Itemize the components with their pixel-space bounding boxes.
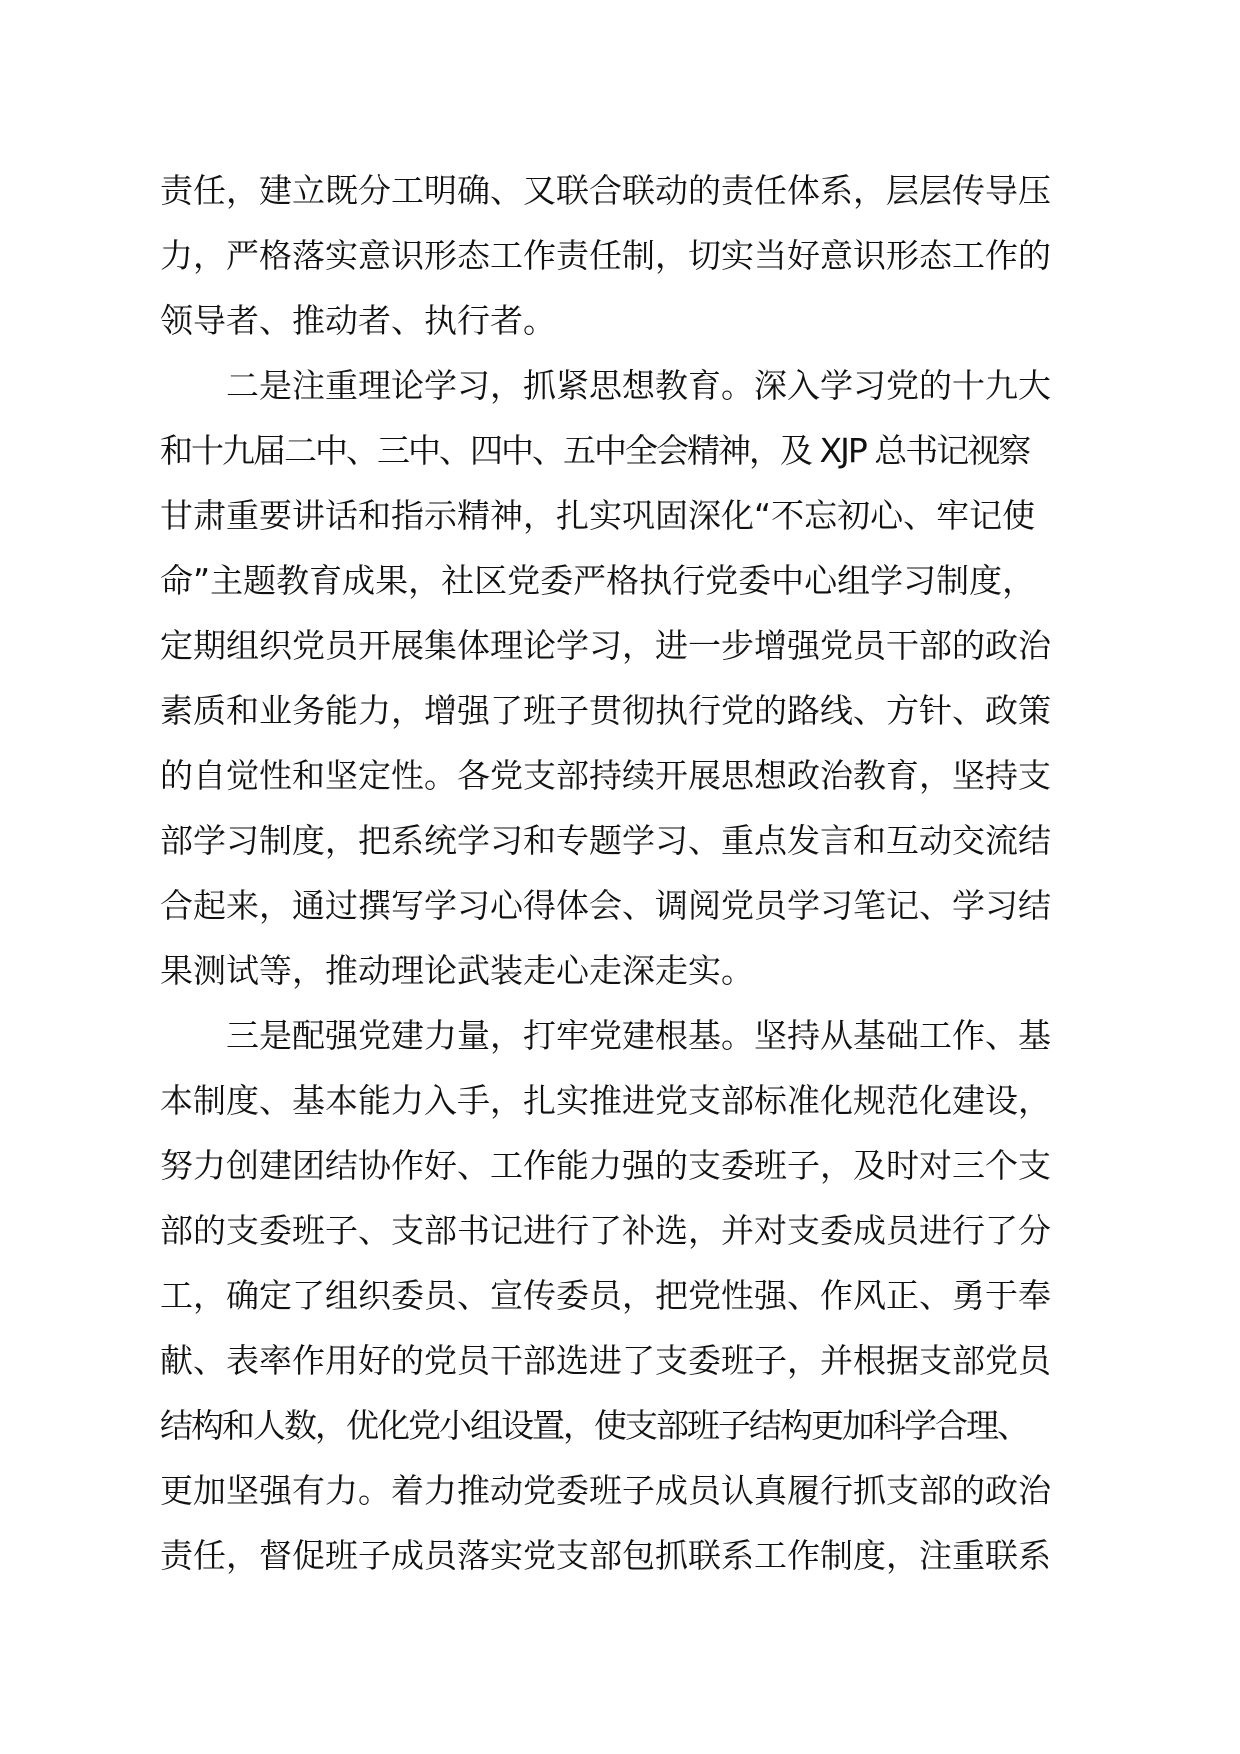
text-line: 结构和人数，优化党小组设置，使支部班子结构更加科学合理、: [160, 1406, 1028, 1445]
document-page: [160, 158, 1100, 1588]
text-line: 工，确定了组织委员、宣传委员，把党性强、作风正、勇于奉: [160, 1276, 1051, 1315]
text-line: 甘肃重要讲话和指示精神，扎实巩固深化“不忘初心、牢记使: [160, 496, 1036, 535]
paragraph-continuation: [160, 158, 1100, 353]
text-line: 果测试等，推动理论武装走心走深走实。: [160, 951, 754, 990]
text-line: 合起来，通过撰写学习心得体会、调阅党员学习笔记、学习结: [160, 886, 1051, 925]
text-line: 部学习制度，把系统学习和专题学习、重点发言和互动交流结: [160, 821, 1051, 860]
text-line: 努力创建团结协作好、工作能力强的支委班子，及时对三个支: [160, 1146, 1051, 1185]
text-line: 素质和业务能力，增强了班子贯彻执行党的路线、方针、政策: [160, 691, 1051, 730]
text-line: 的自觉性和坚定性。各党支部持续开展思想政治教育，坚持支: [160, 756, 1051, 795]
text-line: 定期组织党员开展集体理论学习，进一步增强党员干部的政治: [160, 626, 1051, 665]
paragraph-theory-study: [160, 353, 1100, 1003]
text-line: 领导者、推动者、执行者。: [160, 301, 556, 340]
text-line: 命”主题教育成果，社区党委严格执行党委中心组学习制度，: [160, 561, 1036, 600]
text-line: 二是注重理论学习，抓紧思想教育。深入学习党的十九大: [226, 366, 1051, 405]
text-line: 献、表率作用好的党员干部选进了支委班子，并根据支部党员: [160, 1341, 1051, 1380]
text-line: 责任，督促班子成员落实党支部包抓联系工作制度，注重联系: [160, 1536, 1051, 1575]
text-line: 部的支委班子、支部书记进行了补选，并对支委成员进行了分: [160, 1211, 1051, 1250]
text-line: 本制度、基本能力入手，扎实推进党支部标准化规范化建设，: [160, 1081, 1051, 1120]
text-line: 责任，建立既分工明确、又联合联动的责任体系，层层传导压: [160, 171, 1051, 210]
text-line: 三是配强党建力量，打牢党建根基。坚持从基础工作、基: [226, 1016, 1051, 1055]
text-line: 更加坚强有力。着力推动党委班子成员认真履行抓支部的政治: [160, 1471, 1051, 1510]
paragraph-party-building: [160, 1003, 1100, 1588]
text-line: 和十九届二中、三中、四中、五中全会精神，及 XJP 总书记视察: [160, 431, 1030, 470]
text-line: 力，严格落实意识形态工作责任制，切实当好意识形态工作的: [160, 236, 1051, 275]
